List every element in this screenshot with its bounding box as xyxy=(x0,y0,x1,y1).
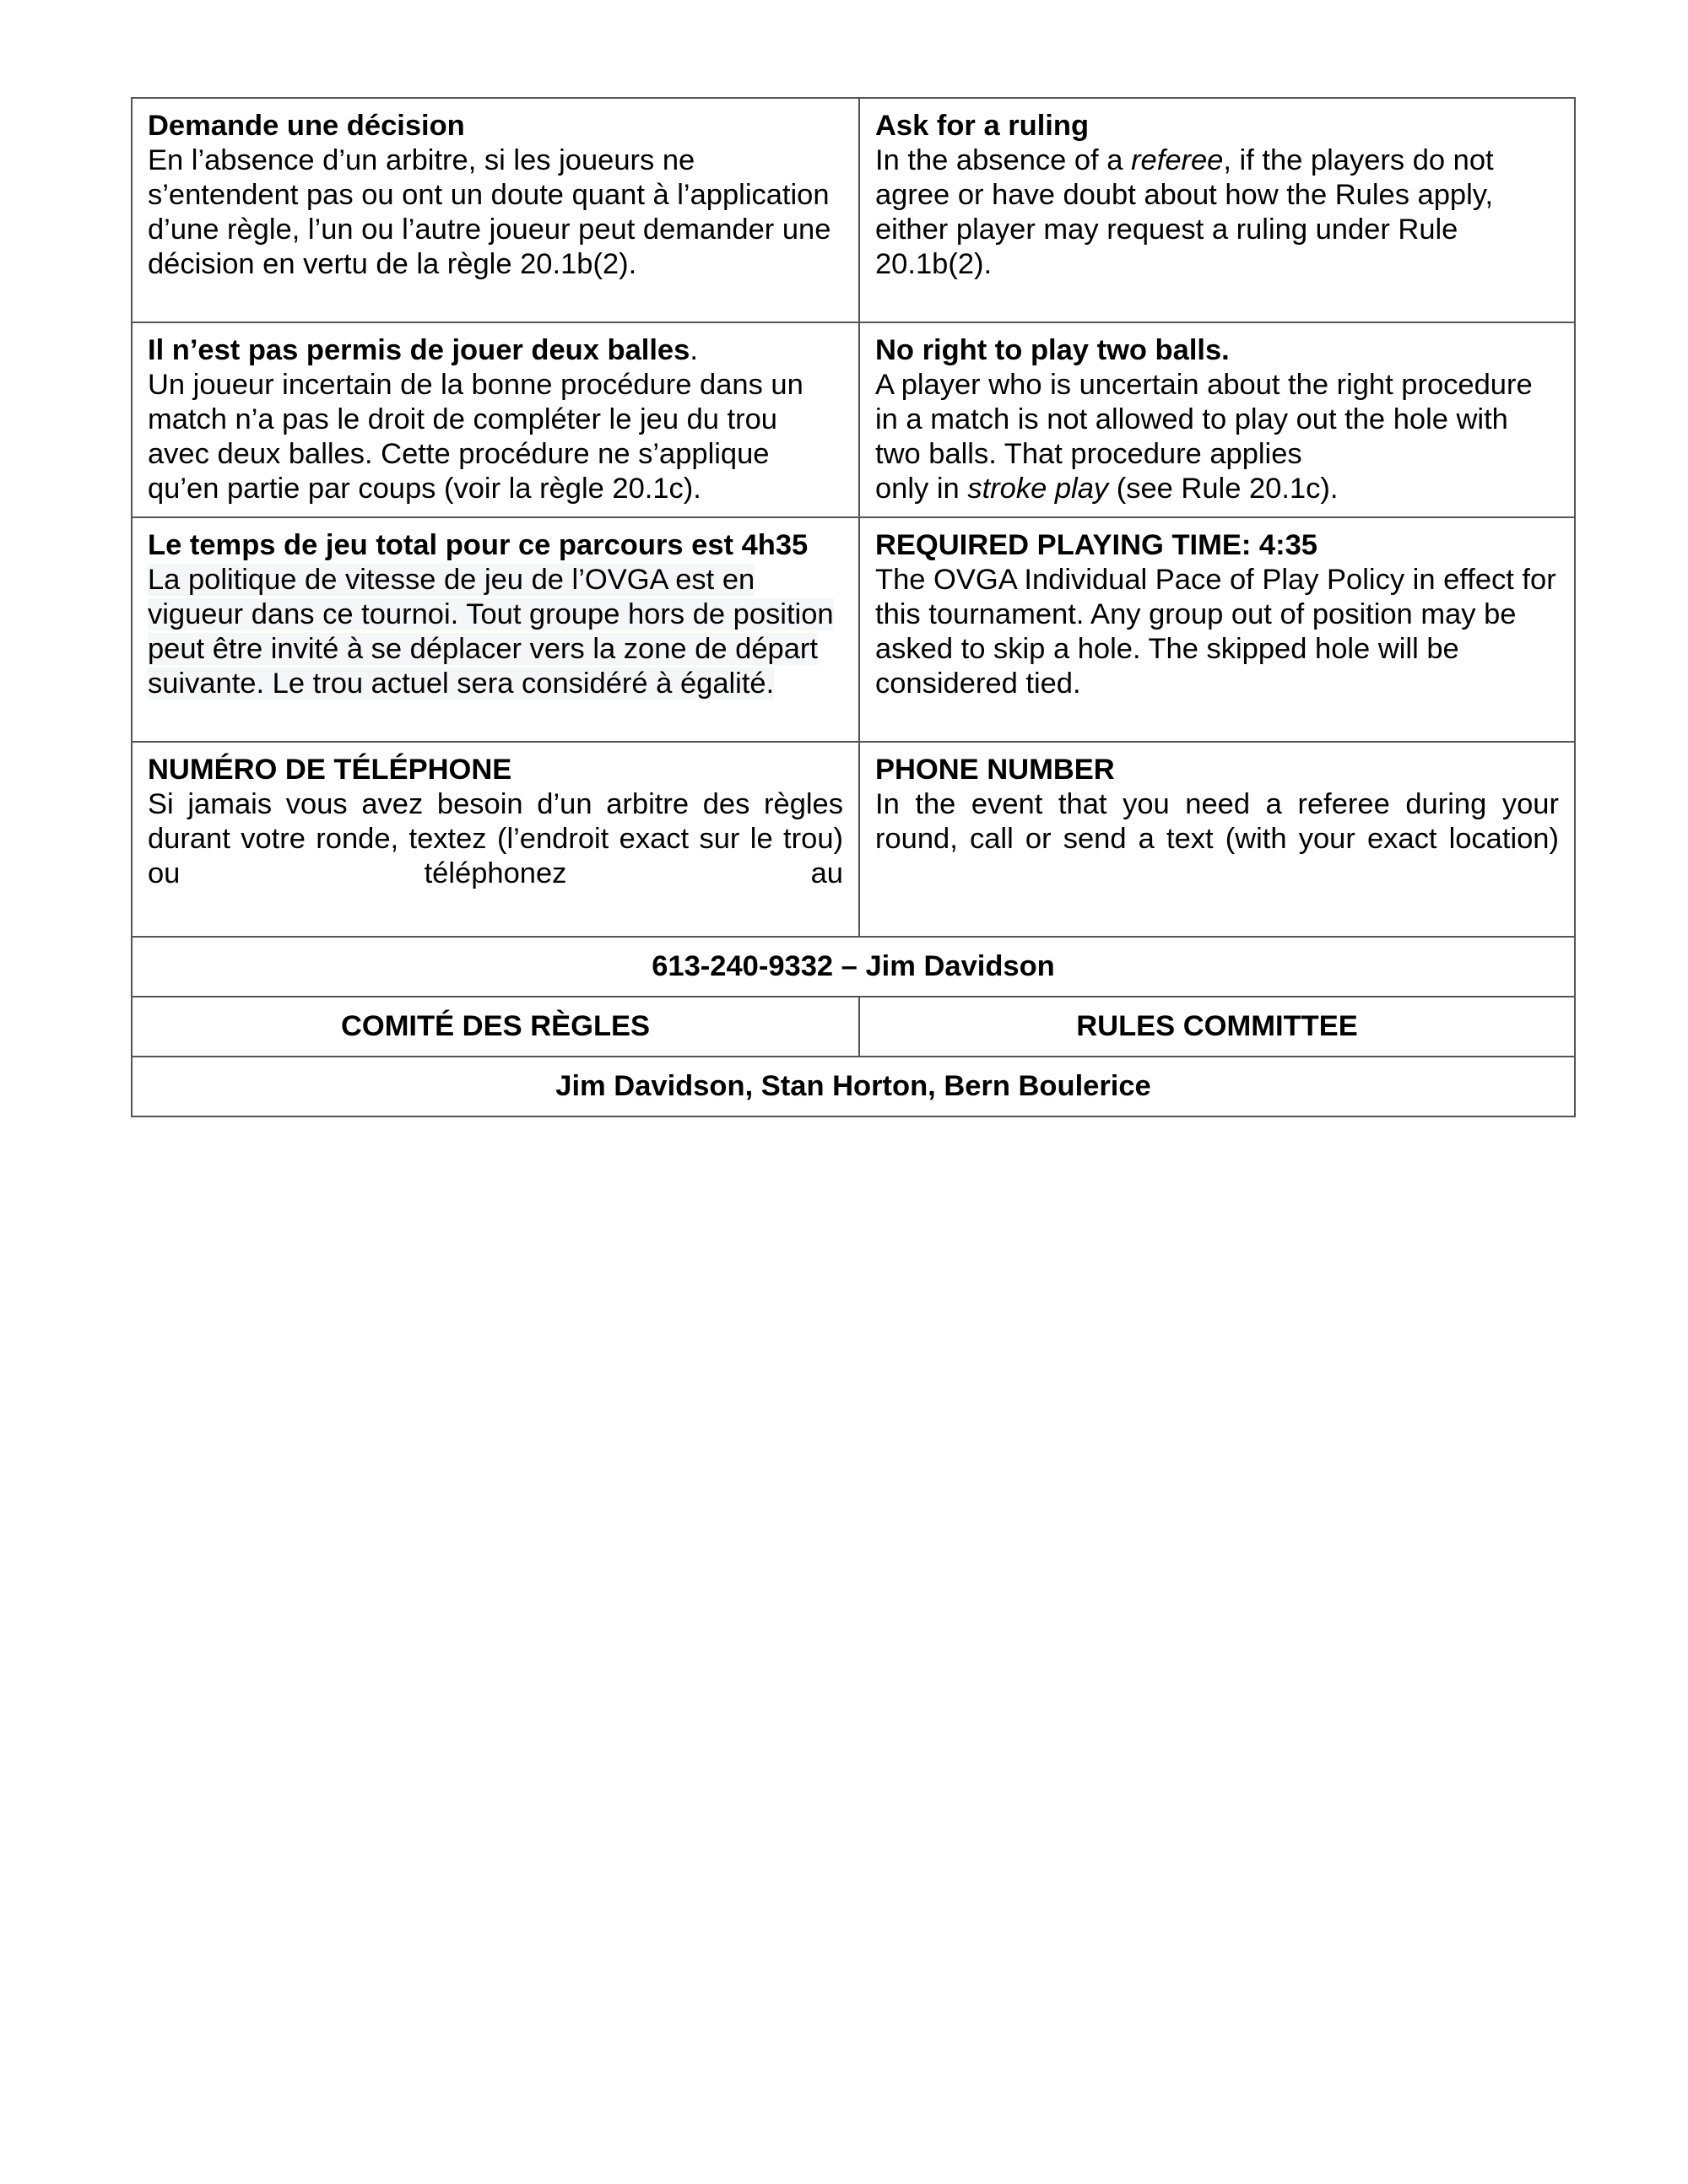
cell-two-balls-en xyxy=(859,322,1575,517)
cell-phone-fr xyxy=(132,742,859,937)
committee-members: Jim Davidson, Stan Horton, Bern Boulerice xyxy=(132,1057,1575,1116)
pace-body-fr: La politique de vitesse de jeu de l’OVGA est en vigueur dans ce tournoi. Tout groupe hors de position peut être invité à se déplacer vers la zone de départ suivante. Le trou actuel sera considéré à égalité. xyxy=(148,564,834,700)
two-balls-body-en-line1: A player who is uncertain about the right procedure in a match is not allowed to play out the hole with two balls. That procedure applies xyxy=(875,369,1533,470)
table-row xyxy=(132,322,1575,517)
cell-pace-en xyxy=(859,517,1575,742)
rules-table xyxy=(131,97,1576,1117)
cell-phone-en xyxy=(859,742,1575,937)
phone-body-fr: Si jamais vous avez besoin d’un arbitre des règles durant votre ronde, textez (l’endroit exact sur le trou) ou téléphonez au xyxy=(148,788,843,889)
table-row xyxy=(132,997,1575,1057)
table-row xyxy=(132,1057,1575,1116)
two-balls-heading-en: No right to play two balls. xyxy=(875,334,1230,366)
pace-body-en: The OVGA Individual Pace of Play Policy in effect for this tournament. Any group out of position may be asked to skip a hole. The skipped hole will be considered tied. xyxy=(875,564,1556,700)
ruling-heading-en: Ask for a ruling xyxy=(875,110,1090,142)
cell-pace-fr xyxy=(132,517,859,742)
table-row xyxy=(132,98,1575,322)
two-balls-body-en-term: stroke play xyxy=(967,473,1109,505)
table-row xyxy=(132,937,1575,997)
phone-heading-fr: NUMÉRO DE TÉLÉPHONE xyxy=(148,754,512,786)
cell-ruling-en xyxy=(859,98,1575,322)
phone-body-en: In the event that you need a referee during your round, call or send a text (with your exact location) xyxy=(875,788,1559,855)
table-row xyxy=(132,742,1575,937)
phone-heading-en: PHONE NUMBER xyxy=(875,754,1115,786)
pace-heading-en: REQUIRED PLAYING TIME: 4:35 xyxy=(875,529,1317,561)
two-balls-heading-fr-suffix: . xyxy=(690,334,698,366)
two-balls-body-en-end: (see Rule 20.1c). xyxy=(1108,473,1339,505)
table-row xyxy=(132,517,1575,742)
committee-label-fr: COMITÉ DES RÈGLES xyxy=(132,997,859,1057)
two-balls-body-fr: Un joueur incertain de la bonne procédure dans un match n’a pas le droit de compléter le jeu du trou avec deux balles. Cette procédure ne s’applique qu’en partie par coups (voir la règle 20.1c). xyxy=(148,369,803,505)
committee-label-en: RULES COMMITTEE xyxy=(859,997,1575,1057)
cell-two-balls-fr xyxy=(132,322,859,517)
ruling-body-en-start: In the absence of a xyxy=(875,144,1132,176)
ruling-body-en-end: , if the players do not agree or have doubt about how the Rules apply, either player may request a ruling under Rule 20.1b(2). xyxy=(875,144,1494,280)
phone-number-line: 613-240-9332 – Jim Davidson xyxy=(132,937,1575,997)
two-balls-body-en-start: only in xyxy=(875,473,968,505)
cell-ruling-fr xyxy=(132,98,859,322)
two-balls-heading-fr: Il n’est pas permis de jouer deux balles xyxy=(148,334,690,366)
ruling-heading-fr: Demande une décision xyxy=(148,110,465,142)
pace-heading-fr: Le temps de jeu total pour ce parcours est 4h35 xyxy=(148,529,809,561)
ruling-body-en-term: referee xyxy=(1131,144,1224,176)
ruling-body-fr: En l’absence d’un arbitre, si les joueurs ne s’entendent pas ou ont un doute quant à l’application d’une règle, l’un ou l’autre joueur peut demander une décision en vertu de la règle 20.1b(2). xyxy=(148,144,831,280)
